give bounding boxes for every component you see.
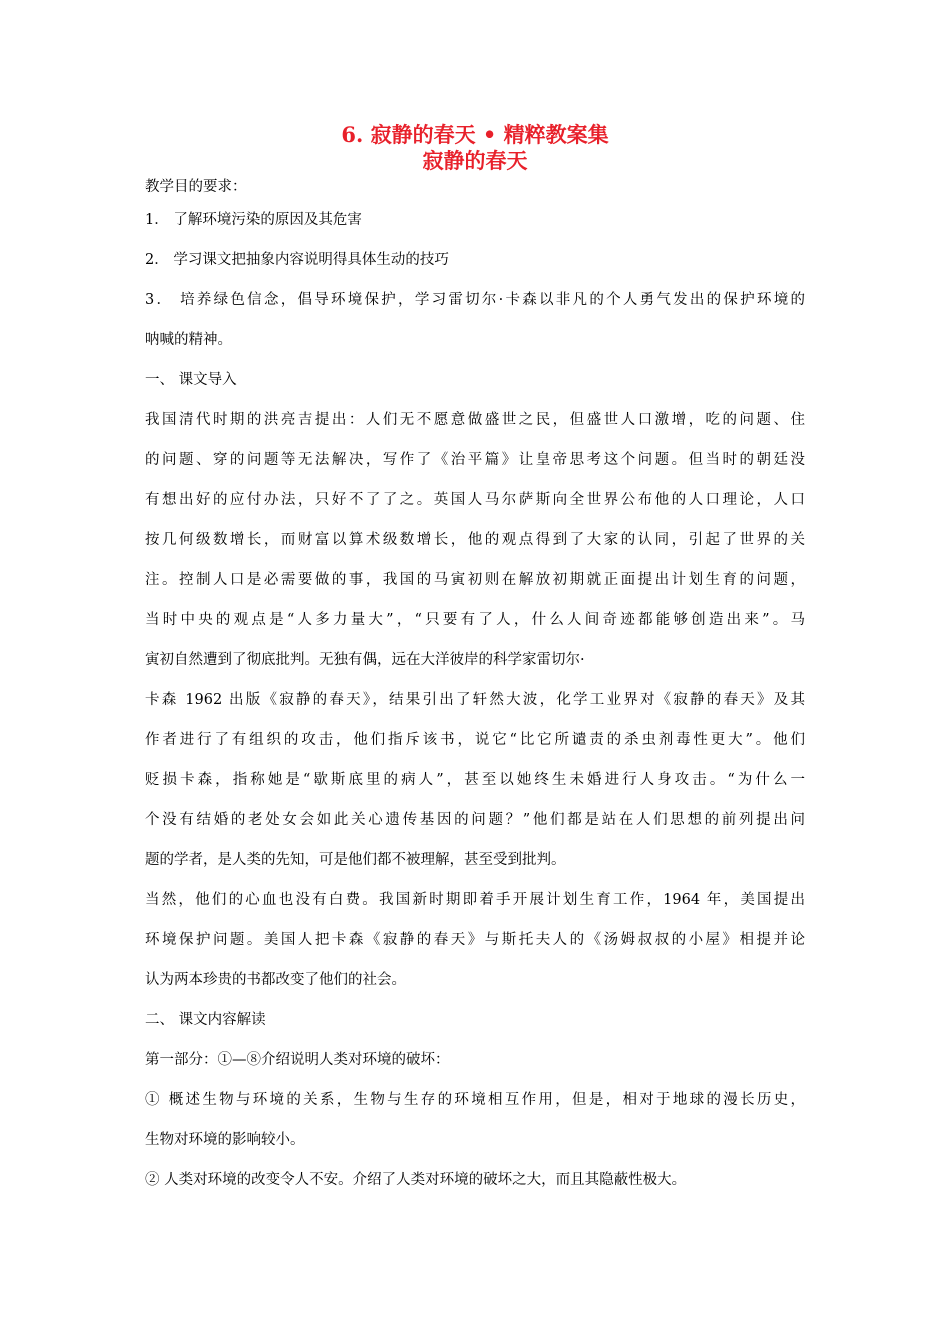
paragraph-line: 贬损卡森，指称她是“歇斯底里的病人”，甚至以她终生未婚进行人身攻击。“为什么一 [145,772,805,788]
paragraph-line: 环境保护问题。美国人把卡森《寂静的春天》与斯托夫人的《汤姆叔叔的小屋》相提并论 [145,932,805,948]
section-heading-objectives: 教学目的要求： [145,179,247,195]
objective-item-3-cont: 呐喊的精神。 [145,332,232,348]
paragraph-line: 有想出好的应付办法，只好不了了之。英国人马尔萨斯向全世界公布他的人口理论，人口 [145,492,805,508]
paragraph-line: 我国清代时期的洪亮吉提出：人们无不愿意做盛世之民，但盛世人口激增，吃的问题、住 [145,412,805,428]
document-body [145,174,805,1200]
document-title: 6. 寂静的春天 • 精粹教案集 [341,122,609,147]
section-heading-content: 二、 课文内容解读 [145,1012,266,1028]
paragraph-line: 的问题、穿的问题等无法解决，写作了《治平篇》让皇帝思考这个问题。但当时的朝廷没 [145,452,805,468]
paragraph-line: 当时中央的观点是“人多力量大”，“只要有了人，什么人间奇迹都能够创造出来”。马 [145,612,805,628]
paragraph-line: 作者进行了有组织的攻击，他们指斥该书，说它“比它所谴责的杀虫剂毒性更大”。他们 [145,732,805,748]
paragraph-line: 寅初自然遭到了彻底批判。无独有偶，远在大洋彼岸的科学家雷切尔· [145,652,585,668]
point-item-1: ① 概述生物与环境的关系，生物与生存的环境相互作用，但是，相对于地球的漫长历史， [145,1092,805,1108]
document-subtitle: 寂静的春天 [422,148,528,173]
paragraph-line: 按几何级数增长，而财富以算术级数增长，他的观点得到了大家的认同，引起了世界的关 [145,532,805,548]
paragraph-line: 当然，他们的心血也没有白费。我国新时期即着手开展计划生育工作，1964 年，美国提出 [145,892,805,908]
paragraph-line: 卡森 1962 出版《寂静的春天》，结果引出了轩然大波，化学工业界对《寂静的春天》及其 [145,692,805,708]
paragraph-line: 注。控制人口是必需要做的事，我国的马寅初则在解放初期就正面提出计划生育的问题， [145,572,805,588]
objective-item-3: 3． 培养绿色信念，倡导环境保护，学习雷切尔·卡森以非凡的个人勇气发出的保护环境的 [145,292,805,308]
section-heading-intro: 一、 课文导入 [145,372,237,388]
paragraph-line: 认为两本珍贵的书都改变了他们的社会。 [145,972,406,988]
objective-item-2: 2． 学习课文把抽象内容说明得具体生动的技巧 [145,252,449,268]
part-one-heading: 第一部分：①—⑧介绍说明人类对环境的破坏： [145,1052,450,1068]
paragraph-line: 个没有结婚的老处女会如此关心遗传基因的问题？”他们都是站在人们思想的前列提出问 [145,812,805,828]
point-item-1-cont: 生物对环境的影响较小。 [145,1132,305,1148]
objective-item-1: 1． 了解环境污染的原因及其危害 [145,212,362,228]
point-item-2: ② 人类对环境的改变令人不安。介绍了人类对环境的破坏之大，而且其隐蔽性极大。 [145,1172,687,1188]
paragraph-line: 题的学者，是人类的先知，可是他们都不被理解，甚至受到批判。 [145,852,566,868]
